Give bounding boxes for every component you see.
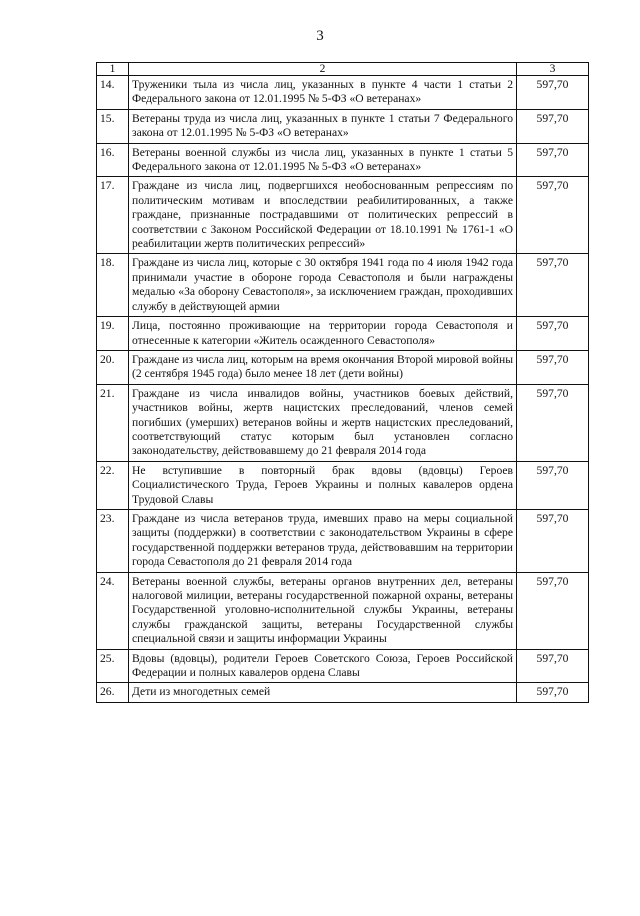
column-header-2: 2 <box>129 63 517 76</box>
row-number: 18. <box>97 254 129 317</box>
row-number: 16. <box>97 143 129 177</box>
table-row <box>97 649 589 683</box>
row-description: Труженики тыла из числа лиц, указанных в пункте 4 части 1 статьи 2 Федерального закона от 12.01.1995 № 5-ФЗ «О ветеранах» <box>129 76 517 110</box>
table-row <box>97 317 589 351</box>
table-header-row <box>97 63 589 76</box>
page-number: 3 <box>316 28 324 44</box>
row-number: 24. <box>97 572 129 649</box>
row-number: 23. <box>97 509 129 572</box>
table-row <box>97 177 589 254</box>
table-row <box>97 109 589 143</box>
table-row <box>97 461 589 509</box>
row-description: Ветераны военной службы, ветераны органов внутренних дел, ветераны налоговой милиции, ветераны государственной пожарной охраны, ветераны Государственной уголовно-исполнительной службы Украины, ветераны службы гражданской защиты, ветераны Государственной службы специальной связи и защиты информации Украины <box>129 572 517 649</box>
row-number: 25. <box>97 649 129 683</box>
row-number: 14. <box>97 76 129 110</box>
row-value: 597,70 <box>517 649 589 683</box>
row-description: Не вступившие в повторный брак вдовы (вдовцы) Героев Социалистического Труда, Героев Украины и полных кавалеров ордена Трудовой Славы <box>129 461 517 509</box>
row-value: 597,70 <box>517 143 589 177</box>
row-description: Граждане из числа инвалидов войны, участников боевых действий, участников войны, жертв нацистских преследований, членов семей погибших (умерших) ветеранов войны и жертв нацистских преследований, соответствующий статус которым был установлен согласно законодательству, действовавшему до 21 февраля 2014 года <box>129 384 517 461</box>
row-description: Дети из многодетных семей <box>129 683 517 702</box>
table-row <box>97 509 589 572</box>
table-row <box>97 143 589 177</box>
row-description: Ветераны военной службы из числа лиц, указанных в пункте 1 статьи 5 Федерального закона от 12.01.1995 № 5-ФЗ «О ветеранах» <box>129 143 517 177</box>
table-row <box>97 350 589 384</box>
row-value: 597,70 <box>517 177 589 254</box>
column-header-1: 1 <box>97 63 129 76</box>
row-number: 20. <box>97 350 129 384</box>
row-value: 597,70 <box>517 384 589 461</box>
row-description: Лица, постоянно проживающие на территории города Севастополя и отнесенные к категории «Житель осажденного Севастополя» <box>129 317 517 351</box>
row-number: 19. <box>97 317 129 351</box>
row-description: Граждане из числа лиц, которые с 30 октября 1941 года по 4 июля 1942 года принимали участие в обороне города Севастополя и были награждены медалью «За оборону Севастополя», за исключением граждан, проходивших службу в действующей армии <box>129 254 517 317</box>
table-row <box>97 254 589 317</box>
row-value: 597,70 <box>517 461 589 509</box>
row-description: Граждане из числа ветеранов труда, имевших право на меры социальной защиты (поддержки) в соответствии с законодательством Украины в сфере государственной поддержки ветеранов труда, действовавшим на территории города Севастополя до 21 февраля 2014 года <box>129 509 517 572</box>
row-description: Ветераны труда из числа лиц, указанных в пункте 1 статьи 7 Федерального закона от 12.01.1995 № 5-ФЗ «О ветеранах» <box>129 109 517 143</box>
row-number: 22. <box>97 461 129 509</box>
table-row <box>97 683 589 702</box>
column-header-3: 3 <box>517 63 589 76</box>
row-value: 597,70 <box>517 572 589 649</box>
row-description: Граждане из числа лиц, подвергшихся необоснованным репрессиям по политическим мотивам и впоследствии реабилитированных, а также граждане, признанные пострадавшими от политических репрессий в соответствии с Законом Российской Федерации от 18.10.1991 № 1761-1 «О реабилитации жертв политических репрессий» <box>129 177 517 254</box>
row-value: 597,70 <box>517 76 589 110</box>
row-number: 26. <box>97 683 129 702</box>
benefits-table <box>96 62 589 703</box>
row-description: Граждане из числа лиц, которым на время окончания Второй мировой войны (2 сентября 1945 года) было менее 18 лет (дети войны) <box>129 350 517 384</box>
row-value: 597,70 <box>517 254 589 317</box>
table-row <box>97 384 589 461</box>
row-number: 21. <box>97 384 129 461</box>
table-row <box>97 572 589 649</box>
row-value: 597,70 <box>517 109 589 143</box>
row-number: 15. <box>97 109 129 143</box>
row-value: 597,70 <box>517 509 589 572</box>
row-value: 597,70 <box>517 683 589 702</box>
row-value: 597,70 <box>517 317 589 351</box>
row-number: 17. <box>97 177 129 254</box>
row-value: 597,70 <box>517 350 589 384</box>
table-row <box>97 76 589 110</box>
row-description: Вдовы (вдовцы), родители Героев Советского Союза, Героев Российской Федерации и полных кавалеров ордена Славы <box>129 649 517 683</box>
